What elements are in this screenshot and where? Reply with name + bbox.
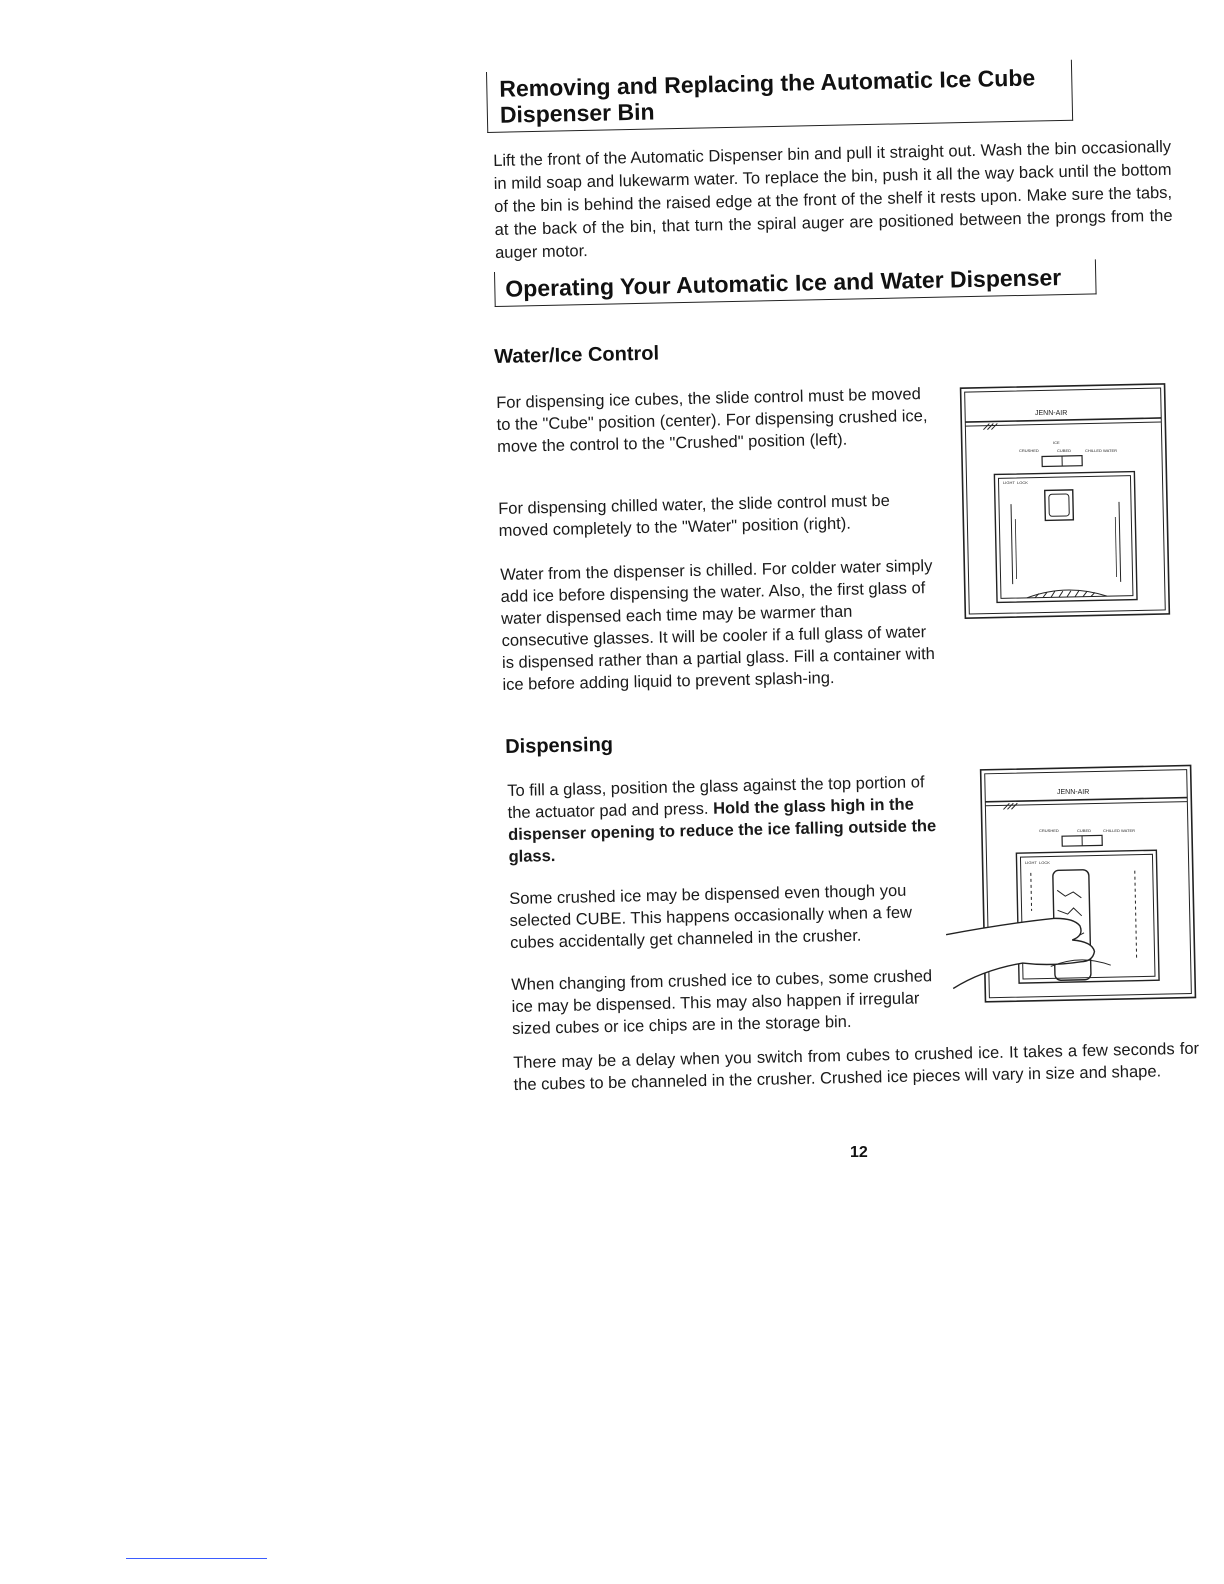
ice-label: ICE xyxy=(1053,440,1060,445)
brand-label: JENN-AIR xyxy=(1035,410,1068,417)
light-label-2: LIGHT xyxy=(1025,860,1037,865)
cubed-label: CUBED xyxy=(1057,448,1072,453)
crushed-label: CRUSHED xyxy=(1019,448,1039,453)
water-ice-control-paragraph-2: For dispensing chilled water, the slide control must be moved completely to the "Water" position (right). xyxy=(498,491,890,540)
dispensing-paragraph-1-bold: Hold the glass high in the dispenser opening to reduce the ice falling outside the glass. xyxy=(507,795,937,866)
cubed-label-2: CUBED xyxy=(1077,828,1092,833)
section-heading-bin-line1: Removing and Replacing the Automatic Ice Cube xyxy=(499,64,1036,102)
lock-label-2: LOCK xyxy=(1039,860,1050,865)
dispensing-paragraph-1-text: To fill a glass, position the glass against the top portion of the actuator pad and press. xyxy=(507,773,925,822)
section-heading-box-dispenser xyxy=(494,259,1097,307)
water-ice-control-paragraph-1: For dispensing ice cubes, the slide control must be moved to the "Cube" position (center). For dispensing crushed ice, move the control to the "Crushed" position (left). xyxy=(496,385,928,456)
section-heading-bin-line2: Dispenser Bin xyxy=(499,98,655,128)
dispensing-paragraph-1 xyxy=(507,771,943,868)
section-heading-dispenser: Operating Your Automatic Ice and Water Dispenser xyxy=(505,264,1062,302)
light-label: LIGHT xyxy=(1003,480,1015,485)
footnote-separator xyxy=(126,1558,267,1559)
dispensing-glass-illustration xyxy=(945,760,1200,1005)
lock-label: LOCK xyxy=(1017,480,1028,485)
bin-instructions-paragraph: Lift the front of the Automatic Dispenser bin and pull it straight out. Wash the bin occasionally in mild soap and lukewarm water. To replace the bin, push it all the way back until the bottom of the bin is behind the raised edge at the front of the shelf it rests upon. Make sure the tabs, at the back of the bin, that turn the spiral auger are positioned between the prongs from the auger motor. xyxy=(493,137,1173,262)
section-heading-box-bin xyxy=(486,60,1073,133)
brand-label-2: JENN-AIR xyxy=(1057,789,1090,796)
water-ice-control-title: Water/Ice Control xyxy=(494,342,660,368)
dispenser-panel-illustration xyxy=(955,378,1177,628)
crushed-label-2: CRUSHED xyxy=(1039,828,1059,833)
dispensing-paragraph-2: Some crushed ice may be dispensed even though you selected CUBE. This happens occasionally when a few cubes accidentally get channeled in the crusher. xyxy=(509,881,913,952)
dispensing-paragraph-3: When changing from crushed ice to cubes, some crushed ice may be dispensed. This may also happen if irregular sized cubes or ice chips are in the storage bin. xyxy=(511,967,933,1038)
page-number: 12 xyxy=(850,1144,868,1161)
chilled-water-label: CHILLED WATER xyxy=(1085,448,1118,453)
dispensing-title: Dispensing xyxy=(505,733,614,758)
chilled-water-label-2: CHILLED WATER xyxy=(1103,828,1136,833)
dispensing-paragraph-4: There may be a delay when you switch from cubes to crushed ice. It takes a few seconds for the cubes to be channeled in the crusher. Crushed ice pieces will vary in size and shape. xyxy=(513,1039,1200,1094)
water-ice-control-paragraph-3: Water from the dispenser is chilled. For colder water simply add ice before dispensing the water. Also, the first glass of water dispensed each time may be warmer than consecutive glasses. It will be cooler if a full glass of water is dispensed rather than a partial glass. Fill a container with ice before adding liquid to prevent splash-ing. xyxy=(500,556,936,694)
